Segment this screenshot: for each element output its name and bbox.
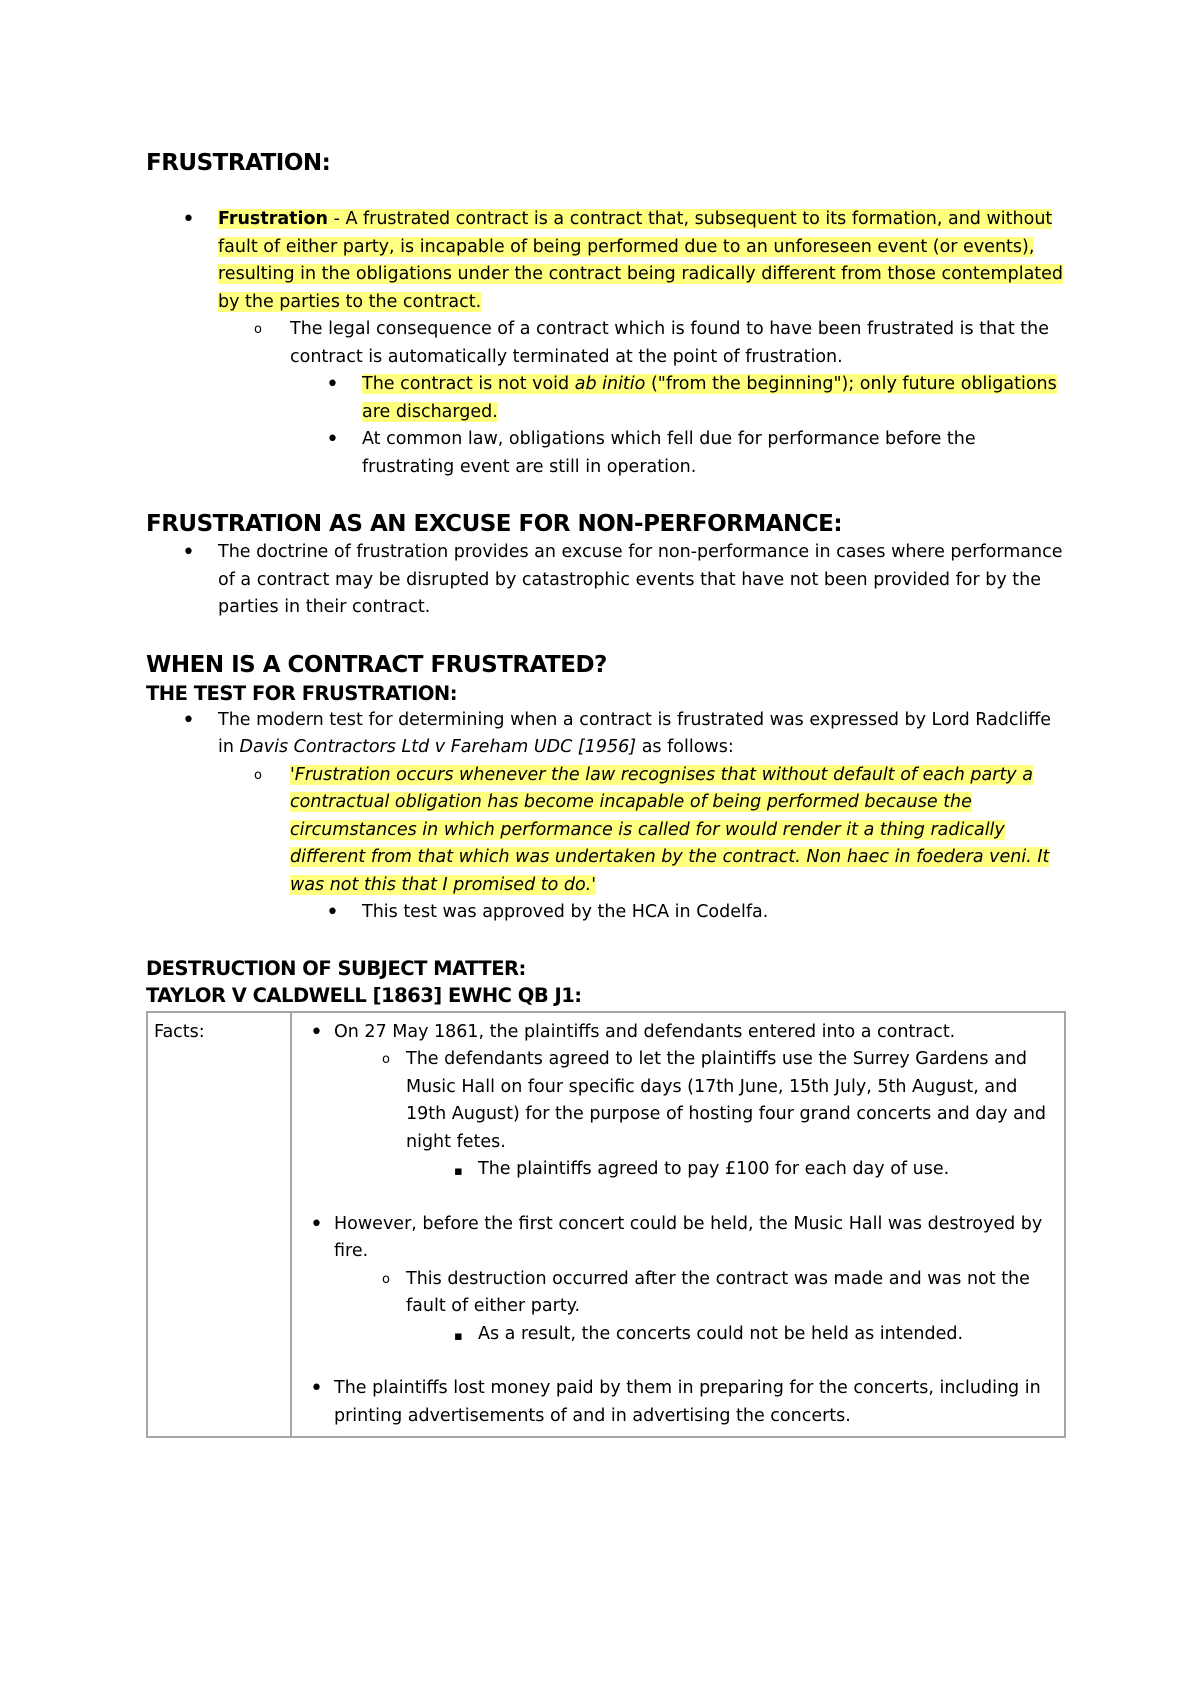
list-item [146,316,1066,371]
list-item [298,1156,1058,1184]
list-text: This destruction occurred after the contract was made and was not the fault of either party. [406,1268,1030,1316]
list-item [298,1321,1058,1349]
heading-when-frustrated: WHEN IS A CONTRACT FRUSTRATED? [146,651,607,678]
list-item [298,1019,1058,1047]
circle-bullet-icon [254,762,262,792]
facts-group [298,1375,1058,1430]
list-item [146,762,1066,900]
test-list [146,707,1066,927]
bullet-icon [182,539,195,568]
excuse-list [146,539,1066,622]
list-text: At common law, obligations which fell due for performance before the frustrating event are still in operation. [362,429,976,477]
list-item [298,1211,1058,1266]
list-item [146,899,1066,927]
list-text: The doctrine of frustration provides an excuse for non-performance in cases where performance of a contract may be disrupted by catastrophic events that have not been provided for by the parties in their contract. [218,542,1063,617]
bullet-icon [310,1375,323,1404]
heading-frustration: FRUSTRATION: [146,150,331,176]
circle-bullet-icon [382,1266,390,1296]
frustration-list [146,206,1066,481]
list-text: The defendants agreed to let the plaintiffs use the Surrey Gardens and Music Hall on four specific days (17th June, 15th July, 5th August, and 19th August) for the purpose of hosting four grand concerts and day and night fetes. [406,1049,1047,1152]
subheading-test: THE TEST FOR FRUSTRATION: [146,681,458,705]
facts-body [291,1012,1065,1438]
list-text: However, before the first concert could be held, the Music Hall was destroyed by fire. [334,1213,1043,1261]
bullet-icon [326,899,339,928]
circle-bullet-icon [382,1046,390,1076]
facts-table [146,1011,1066,1439]
list-item [298,1375,1058,1430]
case-heading: TAYLOR V CALDWELL [1863] EWHC QB J1: [146,983,582,1007]
list-item [146,426,1066,481]
heading-excuse: FRUSTRATION AS AN EXCUSE FOR NON-PERFORMANCE: [146,511,843,537]
document-page [146,148,1066,1438]
list-text: The legal consequence of a contract which is found to have been frustrated is that the contract is automatically terminated at the point of frustration. [290,319,1050,367]
list-text: This test was approved by the HCA in Codelfa. [362,902,769,922]
list-item [146,206,1066,316]
list-text: As a result, the concerts could not be held as intended. [478,1323,964,1344]
bullet-icon [182,206,195,235]
list-text: The plaintiffs lost money paid by them in preparing for the concerts, including in printing advertisements of and in advertising the concerts. [334,1378,1041,1426]
list-text: The plaintiffs agreed to pay £100 for each day of use. [478,1159,950,1179]
list-item [298,1266,1058,1321]
case-citation: Davis Contractors Ltd v Fareham UDC [1956] [239,737,637,757]
latin-term: ab initio [574,374,646,394]
quote-text: 'Frustration occurs whenever the law recognises that without default of each party a contractual obligation has become incapable of being performed because the circumstances in which performance is called for would render it a thing radically different from that which was undertaken by the contract. Non haec in foedera veni. It was not this that I promised to do.' [290,764,1050,895]
table-row [147,1012,1065,1438]
definition-text: - A frustrated contract is a contract that, subsequent to its formation, and without fault of either party, is incapable of being performed due to an unforeseen event (or events), resulting in the obligations under the contract being radically different from those contemplated by the parties to the contract. [218,209,1064,312]
facts-label: Facts: [147,1012,291,1438]
square-bullet-icon [454,1156,463,1186]
list-text: The modern test for determining when a contract is frustrated was expressed by Lord Radcliffe in [218,709,1052,757]
square-bullet-icon [454,1321,463,1351]
list-item [146,707,1066,762]
bullet-icon [326,371,339,400]
list-text: as follows: [636,737,734,757]
facts-group [298,1211,1058,1349]
bullet-icon [182,707,195,736]
list-text: The contract is not void [362,374,575,394]
list-item [298,1046,1058,1156]
heading-destruction: DESTRUCTION OF SUBJECT MATTER: [146,956,526,980]
list-text: ("from the beginning"); only future obligations are discharged. [362,374,1057,422]
list-text: On 27 May 1861, the plaintiffs and defendants entered into a contract. [334,1021,956,1042]
list-item [146,371,1066,426]
facts-group [298,1019,1058,1184]
bullet-icon [326,426,339,455]
circle-bullet-icon [254,316,262,346]
bullet-icon [310,1211,323,1240]
term-frustration: Frustration [218,209,328,229]
list-item [146,539,1066,622]
bullet-icon [310,1019,323,1048]
